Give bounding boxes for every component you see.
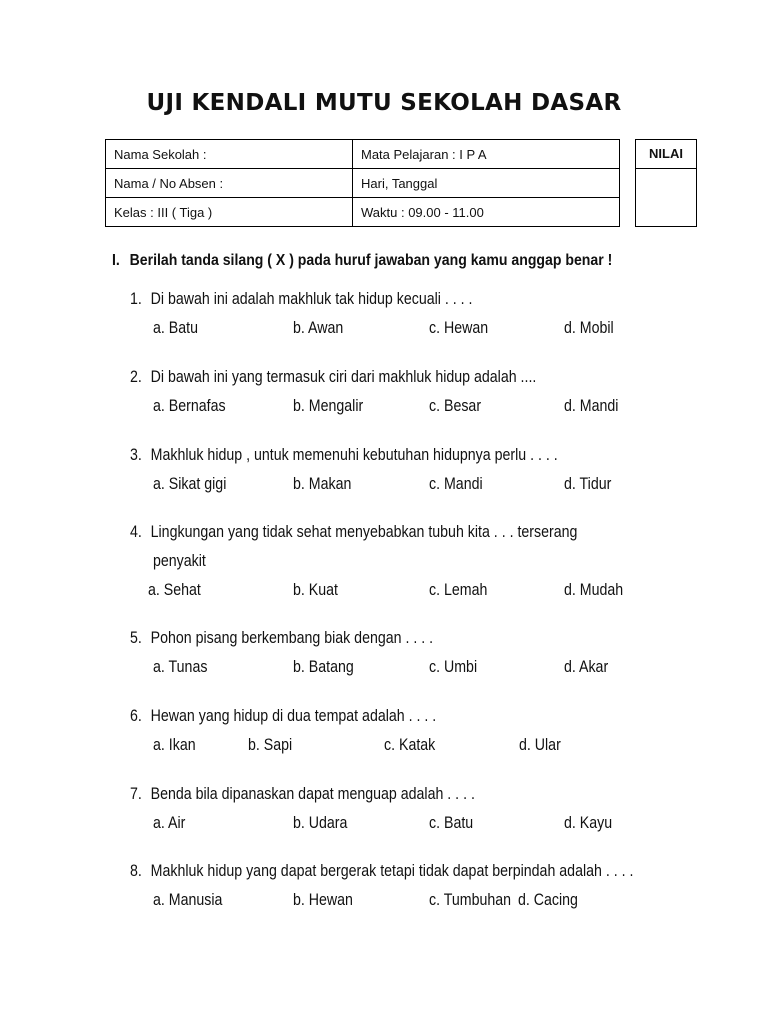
question-4 bbox=[130, 523, 650, 542]
answer-option: b. Mengalir bbox=[293, 397, 364, 415]
answer-option: b. Batang bbox=[293, 658, 354, 676]
question-number: 2. bbox=[130, 368, 142, 386]
question-line bbox=[130, 629, 433, 648]
date-field: Hari, Tanggal bbox=[353, 169, 620, 198]
answer-option: a. Batu bbox=[153, 319, 198, 337]
answer-option: c. Mandi bbox=[429, 475, 483, 493]
question-number: 7. bbox=[130, 785, 142, 803]
answer-option: c. Besar bbox=[429, 397, 482, 415]
answer-option: b. Udara bbox=[293, 814, 348, 832]
score-label: NILAI bbox=[636, 140, 696, 169]
answer-option: b. Hewan bbox=[293, 891, 353, 909]
question-number: 8. bbox=[130, 862, 142, 880]
question-text: Hewan yang hidup di dua tempat adalah . . . . bbox=[150, 707, 437, 725]
section-instruction bbox=[112, 252, 612, 270]
answer-option: a. Manusia bbox=[153, 891, 223, 909]
question-text: Pohon pisang berkembang biak dengan . . . . bbox=[150, 629, 434, 647]
question-number: 6. bbox=[130, 707, 142, 725]
question-line bbox=[130, 290, 472, 309]
question-8 bbox=[130, 862, 715, 881]
score-box bbox=[635, 139, 697, 227]
answer-option: d. Tidur bbox=[564, 475, 612, 493]
answer-option: a. Tunas bbox=[153, 658, 208, 676]
answer-option: b. Kuat bbox=[293, 581, 338, 599]
student-name-field: Nama / No Absen : bbox=[106, 169, 353, 198]
answer-option: c. Hewan bbox=[429, 319, 489, 337]
identity-table bbox=[105, 139, 620, 227]
question-1 bbox=[130, 290, 528, 309]
table-row bbox=[106, 198, 620, 227]
answer-option: a. Sikat gigi bbox=[153, 475, 227, 493]
answer-option: b. Awan bbox=[293, 319, 344, 337]
question-line bbox=[130, 785, 475, 804]
question-line bbox=[130, 523, 577, 542]
answer-option: a. Bernafas bbox=[153, 397, 226, 415]
page-title: UJI KENDALI MUTU SEKOLAH DASAR bbox=[146, 90, 622, 116]
answer-option: a. Ikan bbox=[153, 736, 196, 754]
table-row bbox=[106, 169, 620, 198]
school-name-field: Nama Sekolah : bbox=[106, 140, 353, 169]
section-number: I. bbox=[112, 252, 120, 269]
answer-option: a. Sehat bbox=[148, 581, 201, 599]
question-6 bbox=[130, 707, 486, 726]
question-line bbox=[130, 707, 436, 726]
question-continuation: penyakit bbox=[153, 552, 206, 570]
question-2 bbox=[130, 368, 602, 387]
question-5 bbox=[130, 629, 482, 648]
question-line bbox=[130, 446, 558, 465]
question-text: Di bawah ini yang termasuk ciri dari makhluk hidup adalah .... bbox=[150, 368, 537, 386]
answer-option: c. Batu bbox=[429, 814, 474, 832]
answer-option: c. Tumbuhan bbox=[429, 891, 512, 909]
question-text: Benda bila dipanaskan dapat menguap adalah . . . . bbox=[150, 785, 475, 803]
question-text: Makhluk hidup , untuk memenuhi kebutuhan hidupnya perlu . . . . bbox=[150, 446, 558, 464]
question-text: Di bawah ini adalah makhluk tak hidup kecuali . . . . bbox=[150, 290, 473, 308]
answer-option: d. Mudah bbox=[564, 581, 624, 599]
table-row bbox=[106, 140, 620, 169]
answer-option: d. Cacing bbox=[518, 891, 578, 909]
answer-option: d. Mobil bbox=[564, 319, 614, 337]
answer-option: d. Akar bbox=[564, 658, 609, 676]
question-text: Makhluk hidup yang dapat bergerak tetapi tidak dapat berpindah adalah . . . . bbox=[150, 862, 634, 880]
question-number: 3. bbox=[130, 446, 142, 464]
answer-option: d. Mandi bbox=[564, 397, 619, 415]
answer-option: b. Makan bbox=[293, 475, 352, 493]
subject-field: Mata Pelajaran : I P A bbox=[353, 140, 620, 169]
question-7 bbox=[130, 785, 531, 804]
question-line bbox=[130, 368, 536, 387]
answer-option: d. Ular bbox=[519, 736, 561, 754]
question-line bbox=[130, 862, 633, 881]
instruction-text: Berilah tanda silang ( X ) pada huruf jawaban yang kamu anggap benar ! bbox=[129, 252, 613, 269]
question-number: 4. bbox=[130, 523, 142, 541]
answer-option: a. Air bbox=[153, 814, 186, 832]
answer-option: c. Katak bbox=[384, 736, 436, 754]
time-field: Waktu : 09.00 - 11.00 bbox=[353, 198, 620, 227]
question-text: Lingkungan yang tidak sehat menyebabkan tubuh kita . . . terserang bbox=[150, 523, 578, 541]
answer-option: b. Sapi bbox=[248, 736, 293, 754]
class-field: Kelas : III ( Tiga ) bbox=[106, 198, 353, 227]
answer-option: d. Kayu bbox=[564, 814, 613, 832]
question-number: 1. bbox=[130, 290, 142, 308]
question-3 bbox=[130, 446, 627, 465]
question-number: 5. bbox=[130, 629, 142, 647]
answer-option: c. Umbi bbox=[429, 658, 478, 676]
answer-option: c. Lemah bbox=[429, 581, 488, 599]
